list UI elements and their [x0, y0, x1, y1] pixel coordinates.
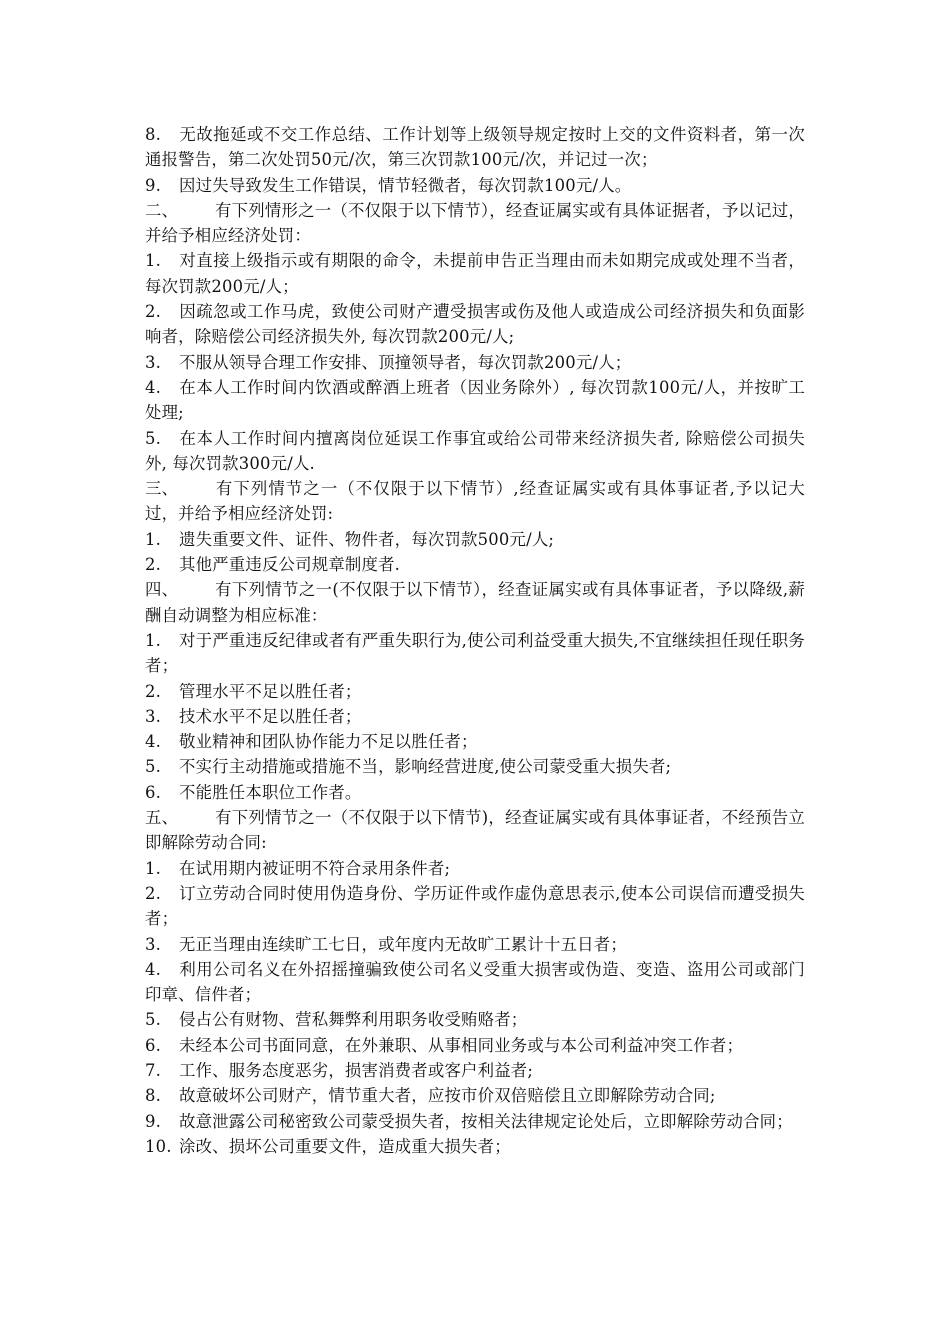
- item-number: 3.: [145, 706, 162, 726]
- section-text: 有下列情节之一（不仅限于以下情节)，经查证属实或有具体事证者，不经预告立即解除劳动合同:: [145, 808, 805, 853]
- item-text: 故意泄露公司秘密致公司蒙受损失者，按相关法律规定论处后，立即解除劳动合同；: [179, 1111, 793, 1131]
- item-text: 未经本公司书面同意，在外兼职、从事相同业务或与本公司利益冲突工作者；: [179, 1035, 744, 1055]
- item-number: 4.: [145, 377, 162, 397]
- item-text: 在本人工作时间内擅离岗位延误工作事宜或给公司带来经济损失者, 除赔偿公司损失外, 每次罚款300元/人.: [145, 428, 805, 473]
- section-heading: [145, 805, 805, 856]
- item-text: 对于严重违反纪律或者有严重失职行为,使公司利益受重大损失,不宜继续担任现任职务者；: [145, 630, 805, 676]
- list-item: [145, 754, 805, 779]
- list-item: [145, 1058, 805, 1083]
- item-text: 遗失重要文件、证件、物件者，每次罚款500元/人;: [179, 529, 555, 549]
- item-text: 订立劳动合同时使用伪造身份、学历证件或作虚伪意思表示,使本公司误信而遭受损失者；: [145, 883, 805, 929]
- list-item: [145, 1083, 805, 1108]
- item-number: 9.: [145, 1111, 162, 1131]
- item-text: 在试用期内被证明不符合录用条件者;: [179, 858, 451, 878]
- document-body: [145, 122, 805, 1159]
- item-text: 对直接上级指示或有期限的命令，未提前申告正当理由而未如期完成或处理不当者，每次罚款200元/人；: [145, 251, 805, 296]
- item-number: 7.: [145, 1060, 162, 1080]
- list-item: [145, 1033, 805, 1058]
- item-number: 5.: [145, 1010, 162, 1030]
- list-item: [145, 1007, 805, 1032]
- item-number: 9.: [145, 175, 162, 195]
- list-item: [145, 375, 805, 426]
- section-number: 二、: [145, 200, 179, 220]
- list-item: [145, 628, 805, 679]
- item-text: 因疏忽或工作马虎，致使公司财产遭受损害或伤及他人或造成公司经济损失和负面影响者，除赔偿公司经济损失外, 每次罚款200元/人;: [145, 302, 805, 347]
- item-text: 不能胜任本职位工作者。: [179, 782, 362, 802]
- list-item: [145, 704, 805, 729]
- section-number: 五、: [145, 808, 179, 828]
- item-text: 因过失导致发生工作错误，情节轻微者，每次罚款100元/人。: [179, 175, 632, 195]
- item-number: 8.: [145, 125, 162, 144]
- list-item: [145, 122, 805, 173]
- item-number: 10.: [145, 1136, 172, 1156]
- item-number: 8.: [145, 1086, 162, 1106]
- item-number: 2.: [145, 681, 162, 701]
- list-item: [145, 957, 805, 1008]
- item-text: 工作、服务态度恶劣，损害消费者或客户利益者;: [179, 1060, 534, 1080]
- item-text: 利用公司名义在外招摇撞骗致使公司名义受重大损害或伪造、变造、盗用公司或部门印章、信件者；: [145, 959, 805, 1005]
- item-text: 其他严重违反公司规章制度者.: [179, 555, 401, 575]
- section-heading: [145, 198, 805, 249]
- item-number: 4.: [145, 959, 162, 979]
- item-number: 2.: [145, 302, 162, 322]
- section-text: 有下列情形之一（不仅限于以下情节），经查证属实或有具体证据者，予以记过，并给予相应经济处罚：: [145, 200, 805, 246]
- list-item: [145, 173, 805, 198]
- item-number: 2.: [145, 883, 162, 903]
- item-number: 6.: [145, 782, 162, 802]
- item-text: 无正当理由连续旷工七日，或年度内无故旷工累计十五日者；: [179, 934, 627, 954]
- item-number: 1.: [145, 529, 162, 549]
- section-heading: [145, 476, 805, 527]
- list-item: [145, 780, 805, 805]
- item-text: 涂改、损坏公司重要文件，造成重大损失者；: [179, 1136, 511, 1156]
- item-number: 1.: [145, 630, 162, 650]
- item-number: 2.: [145, 555, 162, 575]
- list-item: [145, 426, 805, 477]
- list-item: [145, 527, 805, 552]
- item-text: 无故拖延或不交工作总结、工作计划等上级领导规定按时上交的文件资料者，第一次通报警告，第二次处罚50元/次，第三次罚款100元/次，并记过一次；: [145, 125, 805, 170]
- item-number: 5.: [145, 757, 162, 777]
- list-item: [145, 932, 805, 957]
- item-number: 3.: [145, 352, 162, 372]
- item-number: 5.: [145, 428, 162, 448]
- item-text: 在本人工作时间内饮酒或醉酒上班者（因业务除外）, 每次罚款100元/人，并按旷工处理;: [145, 377, 805, 423]
- list-item: [145, 881, 805, 932]
- item-number: 4.: [145, 732, 162, 752]
- list-item: [145, 299, 805, 350]
- item-number: 1.: [145, 858, 162, 878]
- section-number: 四、: [145, 580, 179, 600]
- list-item: [145, 856, 805, 881]
- item-text: 故意破坏公司财产，情节重大者，应按市价双倍赔偿且立即解除劳动合同;: [179, 1086, 716, 1106]
- list-item: [145, 679, 805, 704]
- list-item: [145, 552, 805, 577]
- list-item: [145, 1134, 805, 1159]
- list-item: [145, 248, 805, 299]
- item-text: 不实行主动措施或措施不当，影响经营进度,使公司蒙受重大损失者;: [179, 757, 672, 777]
- item-text: 敬业精神和团队协作能力不足以胜任者；: [179, 732, 478, 752]
- item-number: 3.: [145, 934, 162, 954]
- item-text: 技术水平不足以胜任者；: [179, 706, 362, 726]
- item-text: 侵占公有财物、营私舞弊利用职务收受贿赂者；: [179, 1010, 528, 1030]
- section-number: 三、: [145, 479, 179, 499]
- list-item: [145, 350, 805, 375]
- item-number: 1.: [145, 251, 162, 271]
- section-heading: [145, 577, 805, 628]
- section-text: 有下列情节之一（不仅限于以下情节）,经查证属实或有具体事证者,予以记大过，并给予相应经济处罚:: [145, 479, 805, 524]
- section-text: 有下列情节之一(不仅限于以下情节），经查证属实或有具体事证者，予以降级,薪酬自动调整为相应标准：: [145, 580, 805, 625]
- list-item: [145, 729, 805, 754]
- list-item: [145, 1109, 805, 1134]
- item-number: 6.: [145, 1035, 162, 1055]
- item-text: 管理水平不足以胜任者；: [179, 681, 362, 701]
- item-text: 不服从领导合理工作安排、顶撞领导者，每次罚款200元/人；: [179, 352, 632, 372]
